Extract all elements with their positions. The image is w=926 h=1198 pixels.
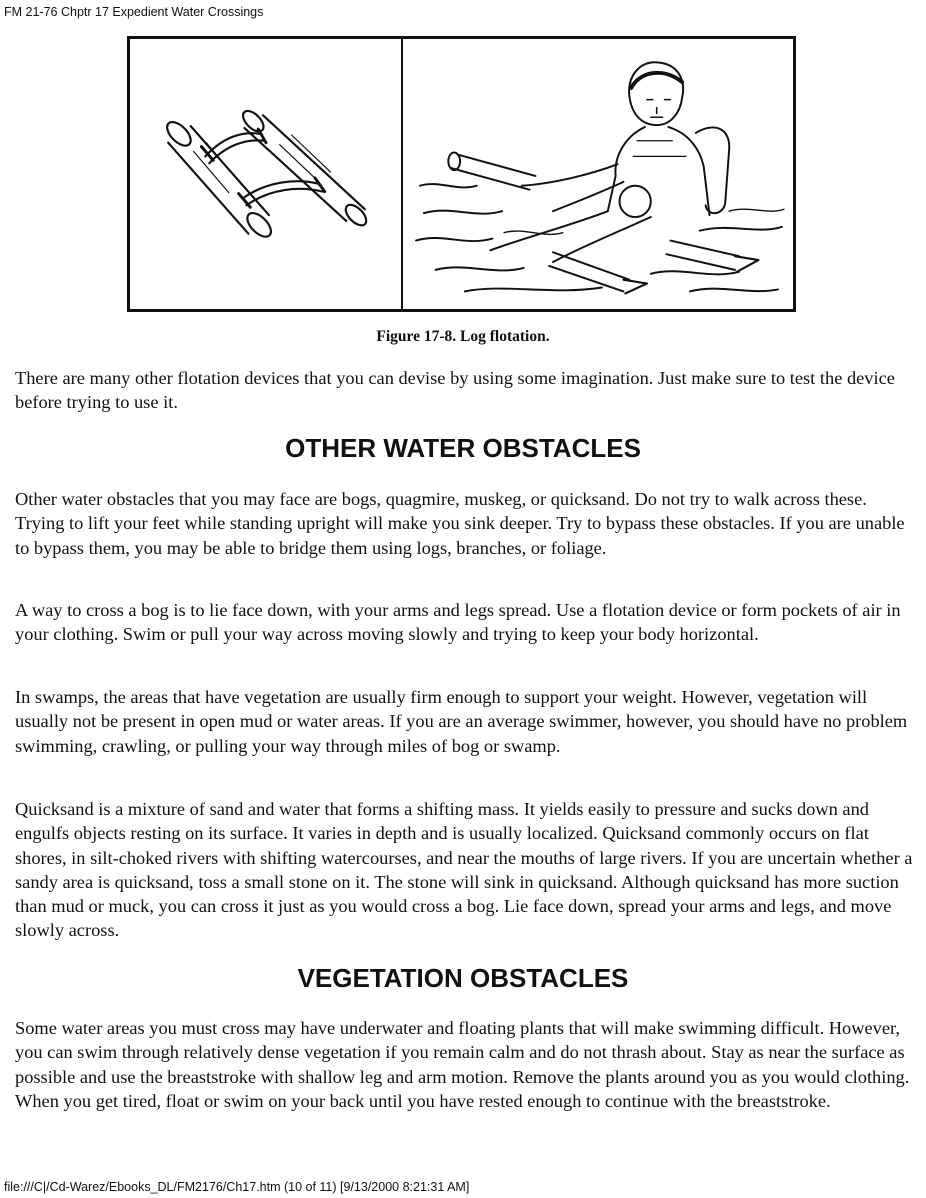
log-raft-illustration	[130, 39, 403, 309]
paragraph-bogs: Other water obstacles that you may face are bogs, quagmire, muskeg, or quicksand. Do not try to walk across these. Trying to lift your feet while standing upright will make you sink deeper. Try to bypass these obstacles. If you are unable to bypass them, you may be able to bridge them using logs, branches, or foliage.	[15, 489, 905, 558]
figure-frame	[127, 36, 796, 312]
heading-other-water-obstacles: OTHER WATER OBSTACLES	[285, 433, 641, 463]
page-header: FM 21-76 Chptr 17 Expedient Water Crossings	[4, 5, 264, 19]
paragraph-cross-bog: A way to cross a bog is to lie face down, with your arms and legs spread. Use a flotation device or form pockets of air in your clothing. Swim or pull your way across moving slowly and trying to keep your body horizontal.	[15, 600, 901, 645]
page-footer: file:///C|/Cd-Warez/Ebooks_DL/FM2176/Ch17.htm (10 of 11) [9/13/2000 8:21:31 AM]	[4, 1180, 470, 1194]
paragraph-quicksand: Quicksand is a mixture of sand and water that forms a shifting mass. It yields easily to pressure and sucks down and engulfs objects resting on its surface. It varies in depth and is usually localized. Quicksand commonly occurs on flat shores, in silt-choked rivers with shifting watercourses, and near the mouths of large rivers. If you are uncertain whether a sandy area is quicksand, toss a small stone on it. The stone will sink in quicksand. Although quicksand has more suction than mud or muck, you can cross it just as you would cross a bog. Lie face down, spread your arms and legs, and move slowly across.	[15, 799, 913, 941]
paragraph-vegetation: Some water areas you must cross may have underwater and floating plants that will make swimming difficult. However, you can swim through relatively dense vegetation if you remain calm and do not thrash about. Stay as near the surface as possible and use the breaststroke with shallow leg and arm motion. Remove the plants around you as you would clothing. When you get tired, float or swim on your back until you have rested enough to continue with the breaststroke.	[15, 1018, 910, 1111]
heading-vegetation-obstacles: VEGETATION OBSTACLES	[297, 963, 629, 993]
paragraph-swamps: In swamps, the areas that have vegetation are usually firm enough to support your weight. However, vegetation will usually not be present in open mud or water areas. If you are an average swimmer, however, you should have no problem swimming, crawling, or pulling your way through miles of bog or swamp.	[15, 687, 908, 756]
figure-caption: Figure 17-8. Log flotation.	[376, 328, 550, 345]
man-floating-on-logs-illustration	[403, 39, 793, 309]
paragraph-intro: There are many other flotation devices that you can devise by using some imagination. Just make sure to test the device before trying to use it.	[15, 368, 895, 413]
